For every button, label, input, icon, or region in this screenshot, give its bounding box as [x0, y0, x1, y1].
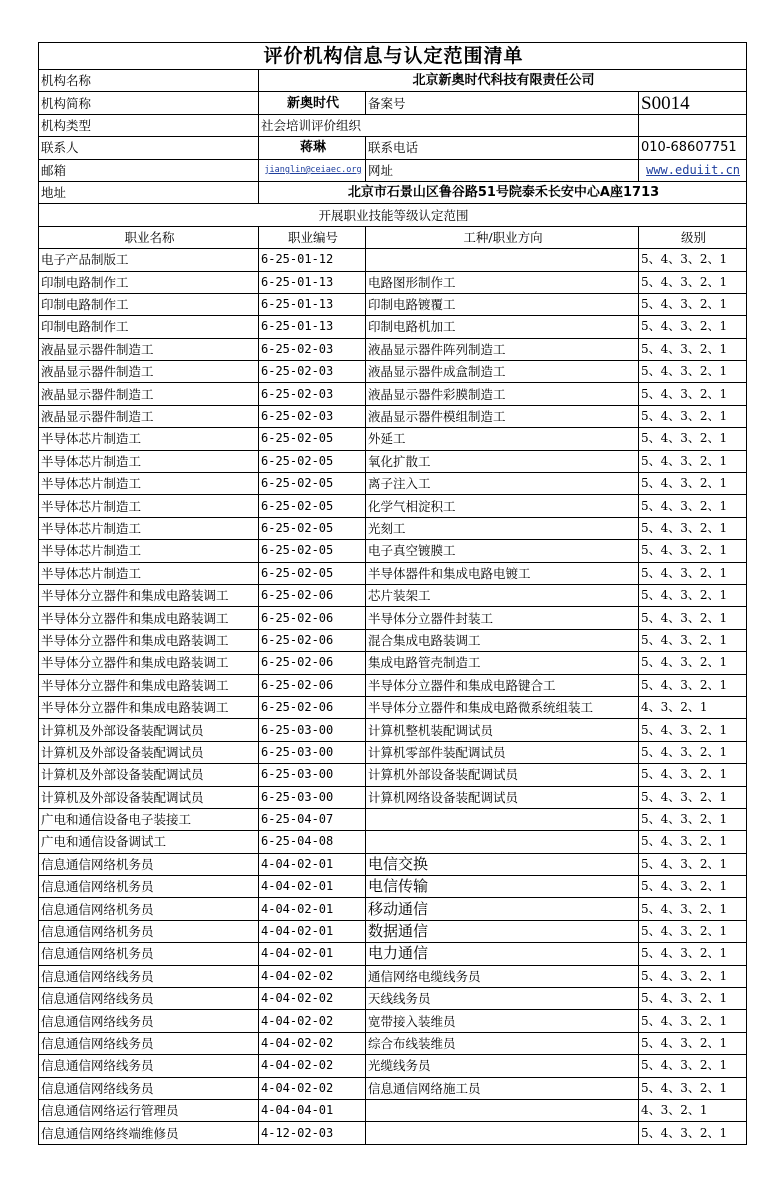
occupation-name-cell: 半导体芯片制造工 — [39, 428, 259, 450]
occupation-name-cell: 半导体分立器件和集成电路装调工 — [39, 696, 259, 718]
occupation-level-cell: 5、4、3、2、1 — [639, 898, 747, 920]
occupation-name-cell: 半导体芯片制造工 — [39, 450, 259, 472]
occupation-name-cell: 半导体芯片制造工 — [39, 495, 259, 517]
email-link[interactable]: jianglin@ceiaec.org — [259, 159, 366, 181]
website-label: 网址 — [366, 159, 639, 181]
occupation-level-cell: 5、4、3、2、1 — [639, 361, 747, 383]
occupation-direction-cell: 印制电路机加工 — [366, 316, 639, 338]
occupation-level-cell: 4、3、2、1 — [639, 696, 747, 718]
table-row — [39, 898, 747, 920]
occupation-direction-cell: 宽带接入装维员 — [366, 1010, 639, 1032]
table-row — [39, 965, 747, 987]
institution-name-label: 机构名称 — [39, 70, 259, 92]
occupation-name-cell: 信息通信网络线务员 — [39, 1055, 259, 1077]
column-header-row — [39, 226, 747, 248]
occupation-level-cell: 5、4、3、2、1 — [639, 876, 747, 898]
occupation-level-cell: 5、4、3、2、1 — [639, 920, 747, 942]
occupation-code-cell: 6-25-02-05 — [259, 540, 366, 562]
occupation-code-cell: 6-25-02-06 — [259, 629, 366, 651]
occupation-code-cell: 6-25-03-00 — [259, 764, 366, 786]
occupation-code-cell: 4-04-02-01 — [259, 898, 366, 920]
occupation-name-cell: 广电和通信设备调试工 — [39, 831, 259, 853]
occupation-level-cell: 5、4、3、2、1 — [639, 988, 747, 1010]
occupation-code-cell: 4-04-02-01 — [259, 920, 366, 942]
occupation-direction-cell: 液晶显示器件模组制造工 — [366, 405, 639, 427]
occupation-code-cell: 6-25-02-03 — [259, 405, 366, 427]
occupation-direction-cell: 电路图形制作工 — [366, 271, 639, 293]
occupation-code-cell: 4-04-02-02 — [259, 1032, 366, 1054]
table-row — [39, 1032, 747, 1054]
occupation-level-cell: 5、4、3、2、1 — [639, 338, 747, 360]
occupation-direction-cell: 光缆线务员 — [366, 1055, 639, 1077]
occupation-level-cell: 5、4、3、2、1 — [639, 764, 747, 786]
occupation-direction-cell: 电信交换 — [366, 853, 639, 875]
occupation-direction-cell: 计算机整机装配调试员 — [366, 719, 639, 741]
occupation-name-cell: 信息通信网络机务员 — [39, 920, 259, 942]
table-row — [39, 1099, 747, 1121]
institution-name-value: 北京新奥时代科技有限责任公司 — [259, 70, 747, 92]
occupation-name-cell: 半导体分立器件和集成电路装调工 — [39, 652, 259, 674]
occupation-code-cell: 4-04-02-02 — [259, 988, 366, 1010]
occupation-code-cell: 4-04-02-02 — [259, 1010, 366, 1032]
occupation-level-cell: 5、4、3、2、1 — [639, 652, 747, 674]
table-row — [39, 808, 747, 830]
website-link[interactable]: www.eduiit.cn — [639, 159, 747, 181]
occupation-code-cell: 4-04-02-01 — [259, 943, 366, 965]
contact-value: 蒋琳 — [259, 137, 366, 159]
occupation-direction-cell: 混合集成电路装调工 — [366, 629, 639, 651]
phone-label: 联系电话 — [366, 137, 639, 159]
contact-label: 联系人 — [39, 137, 259, 159]
table-row — [39, 1077, 747, 1099]
occupation-level-cell: 5、4、3、2、1 — [639, 853, 747, 875]
occupation-level-cell: 5、4、3、2、1 — [639, 741, 747, 763]
occupation-level-cell: 5、4、3、2、1 — [639, 584, 747, 606]
occupation-name-cell: 信息通信网络线务员 — [39, 1032, 259, 1054]
institution-type-label: 机构类型 — [39, 114, 259, 136]
occupation-direction-cell — [366, 808, 639, 830]
occupation-level-cell: 5、4、3、2、1 — [639, 1010, 747, 1032]
occupation-level-cell: 5、4、3、2、1 — [639, 517, 747, 539]
occupation-level-cell: 5、4、3、2、1 — [639, 495, 747, 517]
column-header-code: 职业编号 — [259, 226, 366, 248]
occupation-direction-cell: 半导体分立器件和集成电路键合工 — [366, 674, 639, 696]
table-row — [39, 696, 747, 718]
occupation-direction-cell: 半导体分立器件和集成电路微系统组装工 — [366, 696, 639, 718]
occupation-code-cell: 6-25-03-00 — [259, 786, 366, 808]
occupation-name-cell: 信息通信网络线务员 — [39, 988, 259, 1010]
occupation-code-cell: 6-25-04-08 — [259, 831, 366, 853]
institution-type-value: 社会培训评价组织 — [259, 114, 639, 136]
occupation-direction-cell: 电信传输 — [366, 876, 639, 898]
table-row — [39, 674, 747, 696]
occupation-name-cell: 液晶显示器件制造工 — [39, 338, 259, 360]
occupation-direction-cell: 半导体器件和集成电路电镀工 — [366, 562, 639, 584]
occupation-code-cell: 6-25-02-06 — [259, 607, 366, 629]
occupation-direction-cell: 液晶显示器件成盒制造工 — [366, 361, 639, 383]
table-row — [39, 517, 747, 539]
table-row — [39, 495, 747, 517]
occupation-direction-cell: 液晶显示器件彩膜制造工 — [366, 383, 639, 405]
occupation-level-cell: 5、4、3、2、1 — [639, 1055, 747, 1077]
occupation-code-cell: 6-25-01-13 — [259, 293, 366, 315]
occupation-level-cell: 5、4、3、2、1 — [639, 965, 747, 987]
table-row — [39, 562, 747, 584]
occupation-direction-cell: 电力通信 — [366, 943, 639, 965]
occupation-code-cell: 6-25-02-05 — [259, 562, 366, 584]
occupation-direction-cell: 液晶显示器件阵列制造工 — [366, 338, 639, 360]
occupation-code-cell: 4-04-04-01 — [259, 1099, 366, 1121]
occupation-level-cell: 5、4、3、2、1 — [639, 1032, 747, 1054]
table-row — [39, 719, 747, 741]
table-row — [39, 988, 747, 1010]
occupation-direction-cell: 计算机外部设备装配调试员 — [366, 764, 639, 786]
occupation-direction-cell: 芯片装架工 — [366, 584, 639, 606]
occupation-code-cell: 6-25-03-00 — [259, 741, 366, 763]
occupation-level-cell: 5、4、3、2、1 — [639, 405, 747, 427]
occupation-name-cell: 液晶显示器件制造工 — [39, 383, 259, 405]
table-row — [39, 943, 747, 965]
occupation-name-cell: 信息通信网络运行管理员 — [39, 1099, 259, 1121]
occupation-name-cell: 半导体芯片制造工 — [39, 517, 259, 539]
record-number-value: S0014 — [639, 92, 747, 114]
occupation-direction-cell: 印制电路镀覆工 — [366, 293, 639, 315]
occupation-level-cell: 5、4、3、2、1 — [639, 607, 747, 629]
occupation-name-cell: 计算机及外部设备装配调试员 — [39, 741, 259, 763]
occupation-direction-cell — [366, 831, 639, 853]
table-row — [39, 607, 747, 629]
occupation-code-cell: 4-04-02-02 — [259, 1077, 366, 1099]
occupation-level-cell: 5、4、3、2、1 — [639, 674, 747, 696]
occupation-level-cell: 5、4、3、2、1 — [639, 831, 747, 853]
occupation-code-cell: 6-25-02-05 — [259, 495, 366, 517]
occupation-direction-cell: 半导体分立器件封装工 — [366, 607, 639, 629]
occupation-level-cell: 5、4、3、2、1 — [639, 293, 747, 315]
occupation-code-cell: 6-25-02-06 — [259, 652, 366, 674]
occupation-code-cell: 4-04-02-01 — [259, 853, 366, 875]
occupation-level-cell: 4、3、2、1 — [639, 1099, 747, 1121]
table-row — [39, 1055, 747, 1077]
occupation-name-cell: 印制电路制作工 — [39, 316, 259, 338]
email-label: 邮箱 — [39, 159, 259, 181]
occupation-direction-cell: 离子注入工 — [366, 473, 639, 495]
table-row — [39, 361, 747, 383]
occupation-level-cell: 5、4、3、2、1 — [639, 383, 747, 405]
occupation-level-cell: 5、4、3、2、1 — [639, 450, 747, 472]
occupation-code-cell: 6-25-02-03 — [259, 383, 366, 405]
occupation-direction-cell: 数据通信 — [366, 920, 639, 942]
occupation-name-cell: 信息通信网络机务员 — [39, 943, 259, 965]
occupation-name-cell: 半导体分立器件和集成电路装调工 — [39, 584, 259, 606]
occupation-code-cell: 6-25-02-06 — [259, 674, 366, 696]
occupation-code-cell: 6-25-04-07 — [259, 808, 366, 830]
occupation-code-cell: 6-25-01-13 — [259, 316, 366, 338]
table-row — [39, 249, 747, 271]
occupation-level-cell: 5、4、3、2、1 — [639, 428, 747, 450]
occupation-code-cell: 6-25-03-00 — [259, 719, 366, 741]
short-name-label: 机构简称 — [39, 92, 259, 114]
table-row — [39, 1010, 747, 1032]
occupation-level-cell: 5、4、3、2、1 — [639, 473, 747, 495]
occupation-code-cell: 6-25-02-05 — [259, 450, 366, 472]
table-row — [39, 764, 747, 786]
occupation-level-cell: 5、4、3、2、1 — [639, 1077, 747, 1099]
occupation-level-cell: 5、4、3、2、1 — [639, 562, 747, 584]
record-number-label: 备案号 — [366, 92, 639, 114]
table-row — [39, 405, 747, 427]
occupation-level-cell: 5、4、3、2、1 — [639, 808, 747, 830]
occupation-level-cell: 5、4、3、2、1 — [639, 271, 747, 293]
occupation-name-cell: 计算机及外部设备装配调试员 — [39, 719, 259, 741]
occupation-name-cell: 信息通信网络线务员 — [39, 965, 259, 987]
occupation-direction-cell: 综合布线装维员 — [366, 1032, 639, 1054]
occupation-direction-cell: 计算机零部件装配调试员 — [366, 741, 639, 763]
occupation-name-cell: 印制电路制作工 — [39, 271, 259, 293]
occupation-code-cell: 6-25-02-03 — [259, 338, 366, 360]
table-row — [39, 629, 747, 651]
table-row — [39, 741, 747, 763]
occupation-name-cell: 信息通信网络机务员 — [39, 876, 259, 898]
occupation-name-cell: 半导体分立器件和集成电路装调工 — [39, 629, 259, 651]
table-row — [39, 876, 747, 898]
occupation-name-cell: 信息通信网络终端维修员 — [39, 1122, 259, 1144]
occupation-name-cell: 计算机及外部设备装配调试员 — [39, 764, 259, 786]
address-label: 地址 — [39, 181, 259, 203]
table-row — [39, 383, 747, 405]
table-row — [39, 271, 747, 293]
table-row — [39, 920, 747, 942]
table-row — [39, 338, 747, 360]
occupation-code-cell: 4-04-02-01 — [259, 876, 366, 898]
occupation-direction-cell: 光刻工 — [366, 517, 639, 539]
occupation-level-cell: 5、4、3、2、1 — [639, 719, 747, 741]
occupation-direction-cell — [366, 249, 639, 271]
occupation-direction-cell: 氧化扩散工 — [366, 450, 639, 472]
occupation-name-cell: 信息通信网络机务员 — [39, 853, 259, 875]
table-row — [39, 540, 747, 562]
occupation-name-cell: 信息通信网络机务员 — [39, 898, 259, 920]
occupation-code-cell: 4-04-02-02 — [259, 965, 366, 987]
column-header-name: 职业名称 — [39, 226, 259, 248]
occupation-level-cell: 5、4、3、2、1 — [639, 316, 747, 338]
occupation-direction-cell — [366, 1122, 639, 1144]
occupation-level-cell: 5、4、3、2、1 — [639, 540, 747, 562]
phone-value: 010-68607751 — [639, 137, 747, 159]
occupation-name-cell: 液晶显示器件制造工 — [39, 405, 259, 427]
occupation-name-cell: 信息通信网络线务员 — [39, 1077, 259, 1099]
occupation-direction-cell: 天线线务员 — [366, 988, 639, 1010]
occupation-name-cell: 计算机及外部设备装配调试员 — [39, 786, 259, 808]
occupation-level-cell: 5、4、3、2、1 — [639, 1122, 747, 1144]
occupation-code-cell: 6-25-02-05 — [259, 517, 366, 539]
institution-table — [38, 42, 747, 1145]
table-row — [39, 853, 747, 875]
occupation-name-cell: 半导体芯片制造工 — [39, 540, 259, 562]
occupation-name-cell: 半导体分立器件和集成电路装调工 — [39, 674, 259, 696]
occupation-code-cell: 6-25-02-06 — [259, 696, 366, 718]
column-header-direction: 工种/职业方向 — [366, 226, 639, 248]
table-row — [39, 293, 747, 315]
occupation-code-cell: 6-25-02-03 — [259, 361, 366, 383]
page-title: 评价机构信息与认定范围清单 — [39, 43, 747, 70]
occupation-direction-cell: 集成电路管壳制造工 — [366, 652, 639, 674]
occupation-code-cell: 4-12-02-03 — [259, 1122, 366, 1144]
occupation-code-cell: 6-25-01-13 — [259, 271, 366, 293]
table-row — [39, 450, 747, 472]
occupation-direction-cell: 外延工 — [366, 428, 639, 450]
table-row — [39, 1122, 747, 1144]
occupation-code-cell: 6-25-02-05 — [259, 473, 366, 495]
occupation-direction-cell: 通信网络电缆线务员 — [366, 965, 639, 987]
occupation-code-cell: 6-25-02-05 — [259, 428, 366, 450]
occupation-level-cell: 5、4、3、2、1 — [639, 249, 747, 271]
column-header-level: 级别 — [639, 226, 747, 248]
occupation-name-cell: 印制电路制作工 — [39, 293, 259, 315]
table-row — [39, 473, 747, 495]
occupation-name-cell: 信息通信网络线务员 — [39, 1010, 259, 1032]
table-row — [39, 652, 747, 674]
occupation-direction-cell: 电子真空镀膜工 — [366, 540, 639, 562]
occupation-direction-cell: 信息通信网络施工员 — [366, 1077, 639, 1099]
occupation-level-cell: 5、4、3、2、1 — [639, 629, 747, 651]
occupation-level-cell: 5、4、3、2、1 — [639, 786, 747, 808]
occupation-direction-cell: 化学气相淀积工 — [366, 495, 639, 517]
scope-title: 开展职业技能等级认定范围 — [39, 204, 747, 226]
occupation-name-cell: 半导体芯片制造工 — [39, 473, 259, 495]
occupation-code-cell: 6-25-01-12 — [259, 249, 366, 271]
table-row — [39, 316, 747, 338]
occupation-name-cell: 广电和通信设备电子装接工 — [39, 808, 259, 830]
address-value: 北京市石景山区鲁谷路51号院泰禾长安中心A座1713 — [259, 181, 747, 203]
table-row — [39, 584, 747, 606]
occupation-name-cell: 半导体分立器件和集成电路装调工 — [39, 607, 259, 629]
occupation-direction-cell: 计算机网络设备装配调试员 — [366, 786, 639, 808]
occupation-name-cell: 液晶显示器件制造工 — [39, 361, 259, 383]
short-name-value: 新奥时代 — [259, 92, 366, 114]
occupation-direction-cell: 移动通信 — [366, 898, 639, 920]
occupation-code-cell: 6-25-02-06 — [259, 584, 366, 606]
occupation-name-cell: 电子产品制版工 — [39, 249, 259, 271]
table-row — [39, 428, 747, 450]
occupation-code-cell: 4-04-02-02 — [259, 1055, 366, 1077]
occupation-level-cell: 5、4、3、2、1 — [639, 943, 747, 965]
occupation-name-cell: 半导体芯片制造工 — [39, 562, 259, 584]
occupation-direction-cell — [366, 1099, 639, 1121]
table-row — [39, 831, 747, 853]
table-row — [39, 786, 747, 808]
